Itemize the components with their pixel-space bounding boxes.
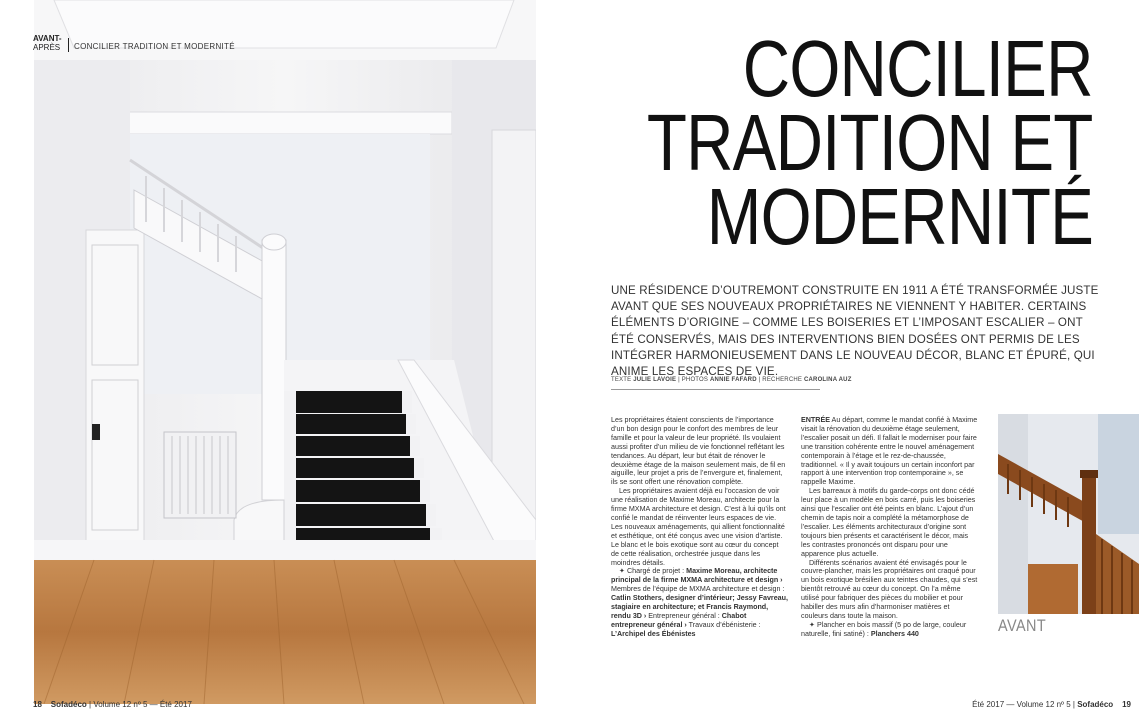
body-column-1 <box>611 416 788 639</box>
body-column-2 <box>801 416 978 639</box>
credit-item-3-label: Entrepreneur général : <box>646 611 722 620</box>
section-tag-line1: AVANT- <box>33 34 62 43</box>
credit-texte-name: JULIE LAVOIE <box>633 377 677 383</box>
credit-item-3-value: Chabot entrepreneur général › <box>611 611 747 629</box>
credit-item-4-value: L’Archipel des Ébénistes <box>611 629 696 638</box>
inset-caption: AVANT <box>998 616 1047 635</box>
headline-line-3: MODERNITÉ <box>706 172 1093 261</box>
credit-item-4-label: Travaux d’ébénisterie : <box>686 620 761 629</box>
col1-paragraph-2: Les propriétaires avaient déjà eu l’occasion de voir une réalisation de Maxime Moreau, architecte pour la firme MXMA architecture et design. C’est à lui qu’ils ont confié le mandat de réinventer leurs espaces de vie. Les nouveaux aménagements, qui allient fonctionnalité et esthétique, ont été conçus avec une vision d’artiste. Le blanc et le bois exotique sont au cœur du concept de cette réalisation, orchestrée jusque dans les moindres détails. <box>611 487 786 567</box>
magazine-name-left: Sofadéco <box>50 700 87 709</box>
credit-sep-2: | <box>758 377 761 383</box>
section-tag <box>33 34 62 52</box>
page-number-left: 18 <box>33 700 42 709</box>
col2-paragraph-4 <box>801 621 978 639</box>
issue-info-right: Été 2017 — Volume 12 nº 5 | <box>972 700 1075 709</box>
before-staircase-photo <box>998 414 1139 614</box>
credit-photos-label: PHOTOS <box>681 377 709 383</box>
credit-texte-label: TEXTE <box>611 377 632 383</box>
col1-credits-paragraph <box>611 567 788 638</box>
article-credits <box>611 377 852 383</box>
col1-paragraph-1: Les propriétaires étaient conscients de l’importance d’un bon design pour le confort des membres de leur famille et pour la valeur de leur propriété. Ils voulaient aussi profiter d’un milieu de vie fonctionnel reflétant les tendances. Au départ, leur but était de rénover le deuxième étage de la maison seulement mais, de fil en aiguille, leur projet a pris de l’envergure et, finalement, ils se sont offert une rénovation complète. <box>611 416 786 487</box>
footer-left <box>33 700 192 709</box>
issue-info-left: | Volume 12 nº 5 — Été 2017 <box>89 700 192 709</box>
col2-paragraph-1 <box>801 416 978 487</box>
magazine-name-right: Sofadéco <box>1077 700 1114 709</box>
floor-credit-label: ✦ Plancher en bois massif (5 po de large, couleur naturelle, fini satiné) : <box>801 620 967 638</box>
page-number-right: 19 <box>1122 700 1131 709</box>
credit-sep-1: | <box>678 377 680 383</box>
credits-rule <box>611 389 820 390</box>
floor-credit-value: Planchers 440 <box>870 629 919 638</box>
credit-photos-name: ANNIE FAFARD <box>710 377 757 383</box>
col2-paragraph-2: Les barreaux à motifs du garde-corps ont donc cédé leur place à un modèle en bois carré, puis les boiseries ainsi que l’escalier ont été peints en blanc. L’ajout d’un chemin de tapis noir a complété la métamorphose de l’escalier. Les éléments architecturaux d’origine sont toujours bien présents et caractérisent le décor, mais les contrastes prononcés ont disparu pour une apparence plus actuelle. <box>801 487 976 558</box>
hallway-staircase-photo <box>34 0 536 704</box>
entree-label: ENTRÉE <box>801 416 830 424</box>
section-title: CONCILIER TRADITION ET MODERNITÉ <box>74 42 235 51</box>
article-lede: UNE RÉSIDENCE D’OUTREMONT CONSTRUITE EN 1911 A ÉTÉ TRANSFORMÉE JUSTE AVANT QUE SES NOUVEAUX PROPRIÉTAIRES NE VIENNENT Y HABITER. CERTAINS ÉLÉMENTS D’ORIGINE – COMME LES BOISERIES ET L’IMPOSANT ESCALIER – ONT ÉTÉ CONSERVÉS, MAIS DES INTERVENTIONS BIEN DOSÉES ONT PERMIS DE LES INTÉGRER HARMONIEUSEMENT DANS LE NOUVEAU DÉCOR, BLANC ET ÉPURÉ, QUI ANIME LES ESPACES DE VIE. <box>611 284 1099 379</box>
headline-line-2: TRADITION ET <box>647 98 1093 187</box>
col2-paragraph-1-text: Au départ, comme le mandat confié à Maxime visait la rénovation du deuxième étage seulement, l’escalier posait un défi. Il fallait le moderniser pour faire une transition cohérente entre le nouvel aménagement contemporain à l’étage et le rez-de-chaussée, traditionnel. « Il y avait toujours un certain inconfort par rapport à une intervention trop contemporaine », se rappelle Maxime. <box>801 416 978 487</box>
section-divider <box>68 38 69 52</box>
credit-item-1-label: ✦ Chargé de projet : <box>619 567 687 576</box>
credit-recherche-name: CAROLINA AUZ <box>803 377 852 383</box>
credit-recherche-label: RECHERCHE <box>762 377 803 383</box>
headline-line-1: CONCILIER <box>743 24 1093 113</box>
credit-item-1-value: Maxime Moreau, architecte principal de la firme MXMA architecture et design › <box>611 567 783 585</box>
footer-right <box>972 700 1131 709</box>
col2-paragraph-3: Différents scénarios avaient été envisagés pour le couvre-plancher, mais les propriétaires ont craqué pour un bois exotique brésilien aux teintes chaudes, qui s’est bientôt retrouvé au cœur du concept. On l’a même utilisé pour fabriquer des pièces du mobilier et pour habiller des murs afin d’harmoniser matières et couleurs dans toute la maison. <box>801 558 978 620</box>
credit-item-2-label: Membres de l’équipe de MXMA architecture et design : <box>611 585 785 594</box>
section-tag-line2: APRÈS <box>33 43 61 52</box>
credit-item-2-value: Catlin Stothers, designer d’intérieur; Jessy Favreau, stagiaire en architecture; et Francis Raymond, rendu 3D › <box>611 594 788 620</box>
